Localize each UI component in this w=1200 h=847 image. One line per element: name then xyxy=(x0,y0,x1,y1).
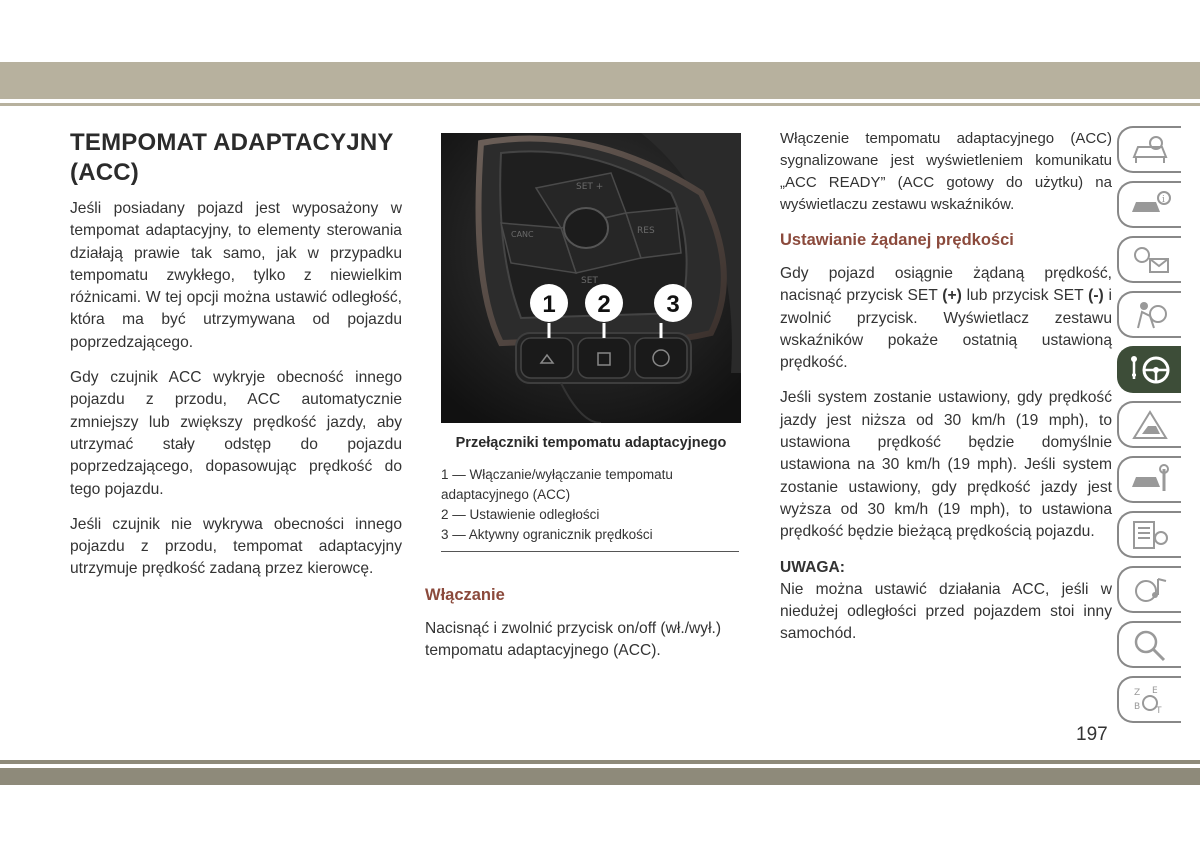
button-label-canc: CANC xyxy=(511,230,534,239)
legend-item-2: 2 — Ustawienie odległości xyxy=(441,507,600,522)
top-divider xyxy=(0,103,1200,106)
page-title: TEMPOMAT ADAPTACYJNY (ACC) xyxy=(70,129,394,186)
tab-starting-driving[interactable] xyxy=(1117,346,1181,393)
figure-legend xyxy=(441,465,739,552)
search-index-icon xyxy=(1128,628,1172,662)
legend-item-3: 3 — Aktywny ogranicznik prędkości xyxy=(441,527,653,542)
airbag-person-icon xyxy=(1128,298,1172,332)
tab-alphabetical-index[interactable] xyxy=(1117,676,1181,723)
tab-index-search[interactable] xyxy=(1117,621,1181,668)
section-heading-wlaczanie: Włączanie xyxy=(425,586,505,604)
svg-text:Z: Z xyxy=(1134,687,1141,698)
tab-emergency[interactable] xyxy=(1117,401,1181,448)
svg-text:T: T xyxy=(1156,705,1162,716)
tab-car-info[interactable] xyxy=(1117,181,1181,228)
callout-1: 1 xyxy=(542,291,556,318)
multimedia-music-nav-icon xyxy=(1128,573,1172,607)
tab-warning-lights[interactable] xyxy=(1117,236,1181,283)
svg-text:B: B xyxy=(1134,701,1141,712)
tab-multimedia[interactable] xyxy=(1117,566,1181,613)
roadside-warning-icon xyxy=(1128,408,1172,442)
figure-caption: Przełączniki tempomatu adaptacyjnego xyxy=(455,435,727,451)
paragraph-sensor-none: Jeśli czujnik nie wykrywa obecności innego pojazdu z przodu, tempomat adaptacyjny utrzymuje prędkość zadaną przez kierowcę. xyxy=(70,515,402,578)
paragraph-acc-ready: Włączenie tempomatu adaptacyjnego (ACC) sygnalizowane jest wyświetleniem komunikatu „ACC READY” (ACC gotowy do użytku) na wyświetlaczu zestawu wskaźników. xyxy=(780,130,1112,213)
car-info-icon xyxy=(1128,188,1172,222)
note-text: Nie można ustawić działania ACC, jeśli w niedużej odległości przed pojazdem stoi inny samochód. xyxy=(780,580,1112,643)
legend-item-1: 1 — Włączanie/wyłączanie tempomatu adaptacyjnego (ACC) xyxy=(441,467,673,502)
key-steering-wheel-icon xyxy=(1128,353,1172,387)
page-number: 197 xyxy=(1076,724,1108,745)
note-label: UWAGA: xyxy=(780,558,845,576)
svg-text:E: E xyxy=(1152,685,1158,696)
section-heading-ustawianie: Ustawianie żądanej prędkości xyxy=(780,231,1014,249)
paragraph-intro: Jeśli posiadany pojazd jest wyposażony w tempomat adaptacyjny, to elementy sterowania działają prawie tak samo, jak w przypadku tempomatu zwykłego, tylko z niewielkim różnicami. W tej opcji można ustawić odległość, która ma być utrzymywana od pojazdu poprzedzającego. xyxy=(70,200,402,351)
column-right xyxy=(780,128,1112,659)
paragraph-speed-threshold: Jeśli system zostanie ustawiony, gdy prędkość jazdy jest niższa od 30 km/h (19 mph), to ustawiona prędkość będzie domyślnie ustawiona na 30 km/h (19 mph). Jeśli system zostanie ustawiony, gdy prędkość jazdy jest wyższa od 30 km/h (19 mph), to ustawiona prędkość będzie bieżącą prędkością pojazdu. xyxy=(780,389,1112,541)
top-decorative-band xyxy=(0,62,1200,99)
steering-wheel-switches-photo xyxy=(441,133,741,423)
specs-gears-icon xyxy=(1128,518,1172,552)
paragraph-sensor-detect: Gdy czujnik ACC wykryje obecność innego pojazdu z przodu, ACC automatycznie zmniejszy lub zwiększy prędkość jazdy, aby utrzymać stały odstęp do pojazdu poprzedzającego, dopasowując prędkość do tego pojazdu. xyxy=(70,369,402,498)
column-left xyxy=(70,128,402,594)
steering-wheel-illustration xyxy=(441,133,741,423)
warning-light-message-icon xyxy=(1128,243,1172,277)
column-middle xyxy=(425,133,757,676)
bottom-divider xyxy=(0,760,1200,764)
button-label-res: RES xyxy=(637,226,655,236)
tab-car-dashboard[interactable] xyxy=(1117,126,1181,173)
tab-safety[interactable] xyxy=(1117,291,1181,338)
callout-2: 2 xyxy=(597,291,611,318)
tab-specifications[interactable] xyxy=(1117,511,1181,558)
paragraph-wlaczanie: Nacisnąć i zwolnić przycisk on/off (wł./wył.) tempomatu adaptacyjnego (ACC). xyxy=(425,620,722,660)
svg-text:i: i xyxy=(1162,194,1165,205)
car-dashboard-icon xyxy=(1128,133,1172,167)
alphabet-index-icon xyxy=(1128,683,1172,717)
button-label-set-plus: SET + xyxy=(576,182,604,192)
chapter-tab-sidebar xyxy=(1117,126,1183,731)
tab-servicing[interactable] xyxy=(1117,456,1181,503)
button-label-set: SET xyxy=(581,276,598,286)
callout-3: 3 xyxy=(666,291,680,318)
car-service-wrench-icon xyxy=(1128,463,1172,497)
paragraph-set-speed: Gdy pojazd osiągnie żądaną prędkość, nacisnąć przycisk SET (+) lub przycisk SET (-) i zwolnić przycisk. Wyświetlacz zestawu wskaźników pokaże ostatnią ustawioną prędkość. xyxy=(780,265,1113,372)
bottom-decorative-band xyxy=(0,768,1200,785)
